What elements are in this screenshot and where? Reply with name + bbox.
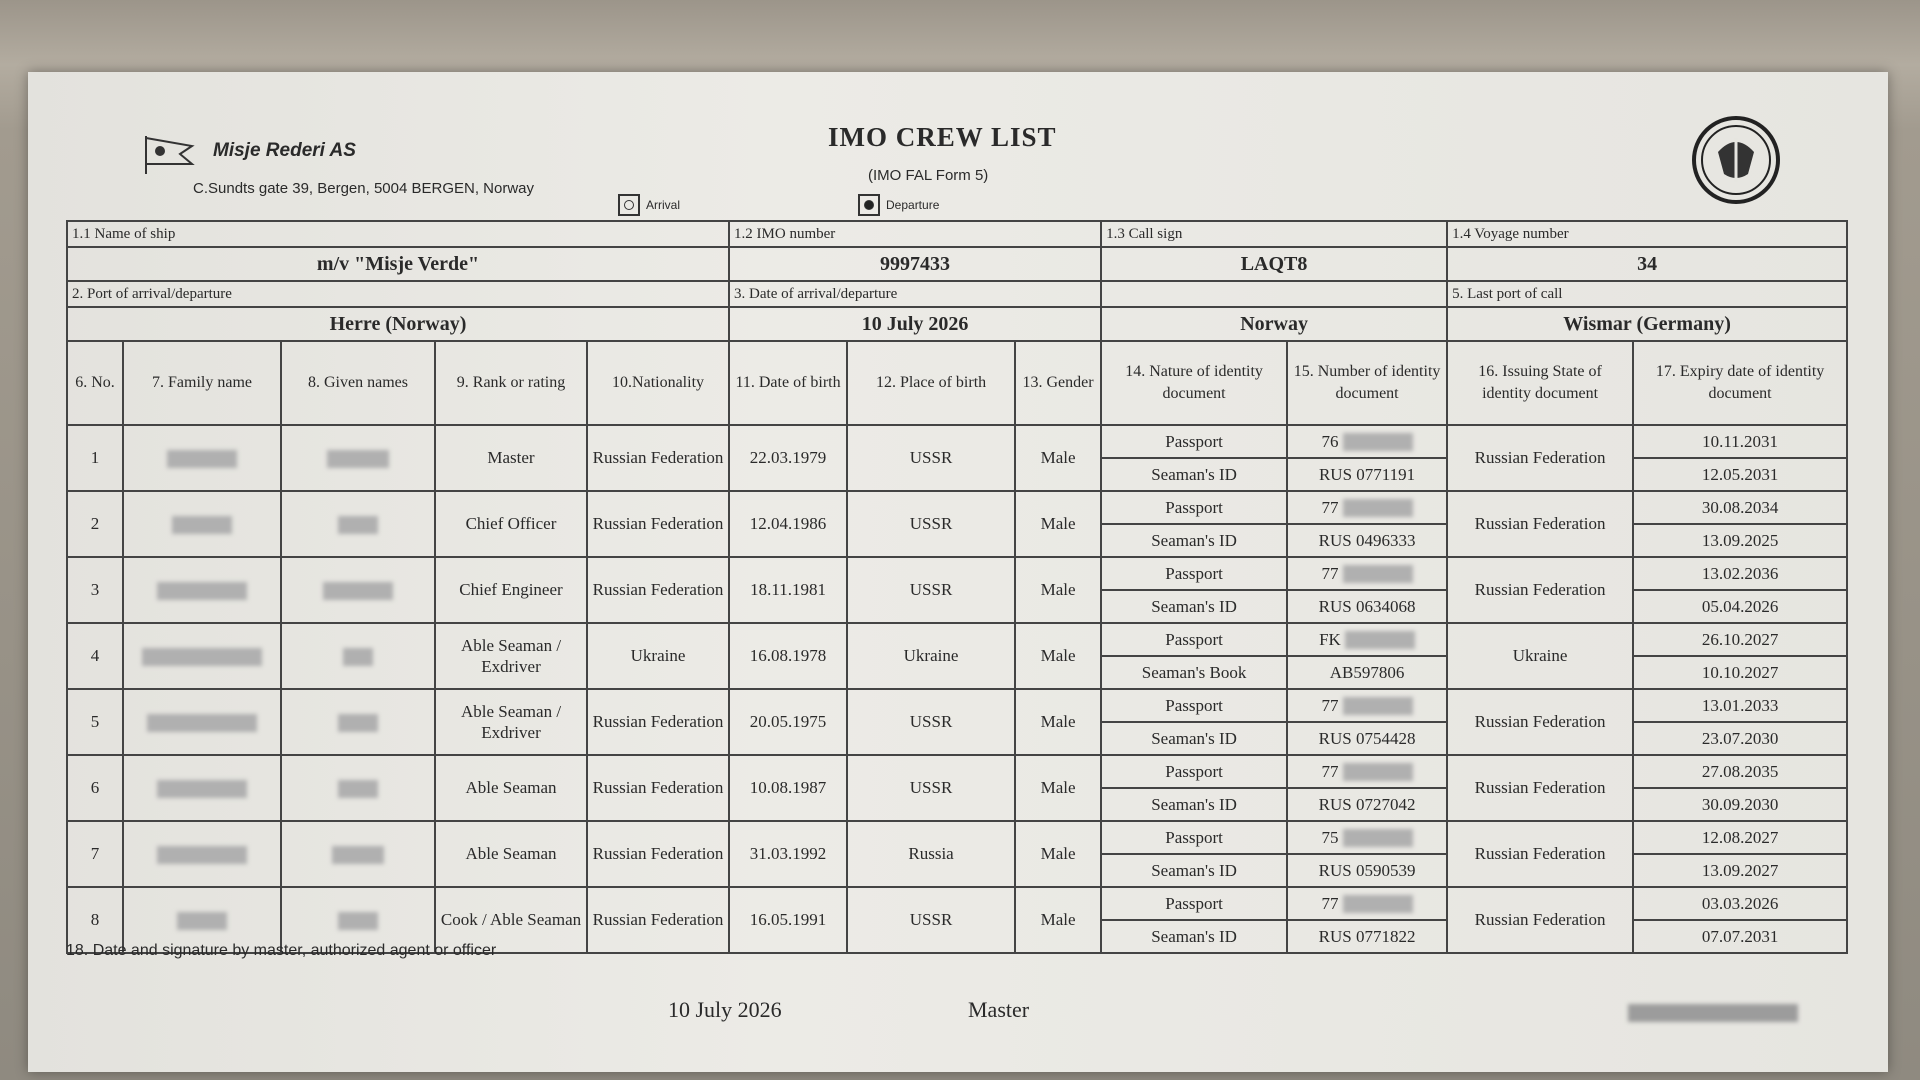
ship-name-value: m/v "Misje Verde": [67, 247, 729, 281]
crew-gender: Male: [1015, 491, 1101, 557]
col-header-issuing-state: 16. Issuing State of identity document: [1447, 341, 1633, 425]
given-names-redacted: [281, 821, 435, 887]
crew-doc1-expiry: 30.08.2034: [1633, 491, 1847, 524]
col-header-no: 6. No.: [67, 341, 123, 425]
crew-doc1-expiry: 12.08.2027: [1633, 821, 1847, 854]
col-header-document-type: 14. Nature of identity document: [1101, 341, 1287, 425]
crew-doc2-type: Seaman's ID: [1101, 458, 1287, 491]
given-names-redacted: [281, 689, 435, 755]
crew-doc1-number: 77: [1287, 689, 1447, 722]
crew-doc2-number: RUS 0771191: [1287, 458, 1447, 491]
crew-place-of-birth: USSR: [847, 557, 1015, 623]
given-names-redacted: [281, 557, 435, 623]
crew-doc2-expiry: 12.05.2031: [1633, 458, 1847, 491]
last-port-label: 5. Last port of call: [1447, 281, 1847, 307]
crew-doc1-expiry: 26.10.2027: [1633, 623, 1847, 656]
crew-doc2-number: RUS 0771822: [1287, 920, 1447, 953]
crew-date-of-birth: 10.08.1987: [729, 755, 847, 821]
crew-doc2-type: Seaman's ID: [1101, 722, 1287, 755]
departure-option[interactable]: [858, 194, 939, 216]
crew-doc1-type: Passport: [1101, 887, 1287, 920]
crew-doc2-type: Seaman's ID: [1101, 854, 1287, 887]
signature-redacted: [1628, 1004, 1798, 1022]
crew-doc1-number: 75: [1287, 821, 1447, 854]
crew-doc1-number: 77: [1287, 887, 1447, 920]
crew-gender: Male: [1015, 623, 1101, 689]
crew-list-document: [28, 72, 1888, 1072]
family-name-redacted: [123, 425, 281, 491]
port-value: Herre (Norway): [67, 307, 729, 341]
crew-doc1-type: Passport: [1101, 623, 1287, 656]
crew-row: [67, 491, 1847, 524]
crew-nationality: Russian Federation: [587, 821, 729, 887]
crew-doc2-expiry: 13.09.2027: [1633, 854, 1847, 887]
crew-doc2-number: RUS 0634068: [1287, 590, 1447, 623]
crew-no: 7: [67, 821, 123, 887]
crew-place-of-birth: USSR: [847, 755, 1015, 821]
crew-doc1-expiry: 27.08.2035: [1633, 755, 1847, 788]
crew-rank: Able Seaman: [435, 755, 587, 821]
crew-doc2-expiry: 07.07.2031: [1633, 920, 1847, 953]
crew-no: 5: [67, 689, 123, 755]
imo-emblem-icon: [1688, 112, 1784, 208]
crew-date-of-birth: 20.05.1975: [729, 689, 847, 755]
family-name-redacted: [123, 557, 281, 623]
flag-state-value: Norway: [1101, 307, 1447, 341]
crew-doc1-number: 77: [1287, 755, 1447, 788]
signature-date: 10 July 2026: [668, 997, 782, 1022]
crew-date-of-birth: 18.11.1981: [729, 557, 847, 623]
crew-no: 3: [67, 557, 123, 623]
crew-nationality: Russian Federation: [587, 755, 729, 821]
departure-checkbox[interactable]: [858, 194, 880, 216]
crew-doc1-expiry: 13.02.2036: [1633, 557, 1847, 590]
crew-no: 4: [67, 623, 123, 689]
crew-rank: Chief Engineer: [435, 557, 587, 623]
crew-date-of-birth: 31.03.1992: [729, 821, 847, 887]
col-header-rank: 9. Rank or rating: [435, 341, 587, 425]
crew-row: [67, 821, 1847, 854]
crew-date-of-birth: 22.03.1979: [729, 425, 847, 491]
col-header-place-of-birth: 12. Place of birth: [847, 341, 1015, 425]
col-header-document-number: 15. Number of identity document: [1287, 341, 1447, 425]
crew-table: [66, 220, 1848, 954]
crew-place-of-birth: USSR: [847, 689, 1015, 755]
crew-nationality: Russian Federation: [587, 887, 729, 953]
crew-place-of-birth: USSR: [847, 491, 1015, 557]
crew-doc2-number: RUS 0727042: [1287, 788, 1447, 821]
voyage-number-label: 1.4 Voyage number: [1447, 221, 1847, 247]
crew-doc1-number: 77: [1287, 491, 1447, 524]
crew-nationality: Russian Federation: [587, 689, 729, 755]
crew-doc2-type: Seaman's ID: [1101, 920, 1287, 953]
date-value: 10 July 2026: [729, 307, 1101, 341]
crew-doc1-type: Passport: [1101, 557, 1287, 590]
crew-row: [67, 887, 1847, 920]
crew-doc2-type: Seaman's ID: [1101, 590, 1287, 623]
given-names-redacted: [281, 755, 435, 821]
crew-gender: Male: [1015, 557, 1101, 623]
crew-gender: Male: [1015, 755, 1101, 821]
crew-doc1-number: FK: [1287, 623, 1447, 656]
crew-doc1-type: Passport: [1101, 821, 1287, 854]
crew-rank: Able Seaman / Exdriver: [435, 689, 587, 755]
col-header-nationality: 10.Nationality: [587, 341, 729, 425]
arrival-checkbox[interactable]: [618, 194, 640, 216]
crew-place-of-birth: Russia: [847, 821, 1015, 887]
crew-gender: Male: [1015, 689, 1101, 755]
crew-place-of-birth: USSR: [847, 425, 1015, 491]
crew-doc2-type: Seaman's Book: [1101, 656, 1287, 689]
family-name-redacted: [123, 491, 281, 557]
crew-doc2-expiry: 13.09.2025: [1633, 524, 1847, 557]
col-header-date-of-birth: 11. Date of birth: [729, 341, 847, 425]
crew-doc2-expiry: 10.10.2027: [1633, 656, 1847, 689]
crew-no: 1: [67, 425, 123, 491]
crew-gender: Male: [1015, 425, 1101, 491]
crew-rank: Able Seaman: [435, 821, 587, 887]
crew-date-of-birth: 12.04.1986: [729, 491, 847, 557]
crew-no: 6: [67, 755, 123, 821]
family-name-redacted: [123, 821, 281, 887]
imo-number-value: 9997433: [729, 247, 1101, 281]
crew-rank: Able Seaman / Exdriver: [435, 623, 587, 689]
crew-doc1-type: Passport: [1101, 491, 1287, 524]
col-header-given-names: 8. Given names: [281, 341, 435, 425]
crew-issuing-state: Russian Federation: [1447, 755, 1633, 821]
crew-row: [67, 557, 1847, 590]
family-name-redacted: [123, 623, 281, 689]
given-names-redacted: [281, 623, 435, 689]
crew-date-of-birth: 16.05.1991: [729, 887, 847, 953]
crew-nationality: Russian Federation: [587, 425, 729, 491]
crew-nationality: Ukraine: [587, 623, 729, 689]
crew-doc2-expiry: 30.09.2030: [1633, 788, 1847, 821]
crew-issuing-state: Russian Federation: [1447, 425, 1633, 491]
crew-row: [67, 689, 1847, 722]
arrival-option[interactable]: [618, 194, 680, 216]
form-title: IMO CREW LIST: [828, 122, 1057, 152]
crew-doc2-expiry: 23.07.2030: [1633, 722, 1847, 755]
crew-issuing-state: Russian Federation: [1447, 491, 1633, 557]
crew-rank: Cook / Able Seaman: [435, 887, 587, 953]
crew-gender: Male: [1015, 887, 1101, 953]
crew-doc2-expiry: 05.04.2026: [1633, 590, 1847, 623]
crew-nationality: Russian Federation: [587, 557, 729, 623]
company-address: C.Sundts gate 39, Bergen, 5004 BERGEN, Norway: [193, 180, 535, 197]
crew-doc2-number: RUS 0590539: [1287, 854, 1447, 887]
imo-number-label: 1.2 IMO number: [729, 221, 1101, 247]
arrival-label: Arrival: [646, 198, 681, 212]
signature-label: 18. Date and signature by master, authorized agent or officer: [66, 942, 497, 959]
signature-rank: Master: [968, 997, 1030, 1022]
flag-label-cell: [1101, 281, 1447, 307]
call-sign-label: 1.3 Call sign: [1101, 221, 1447, 247]
crew-no: 2: [67, 491, 123, 557]
crew-row: [67, 425, 1847, 458]
crew-doc2-number: AB597806: [1287, 656, 1447, 689]
crew-no: 8: [67, 887, 123, 953]
family-name-redacted: [123, 755, 281, 821]
crew-doc2-number: RUS 0754428: [1287, 722, 1447, 755]
family-name-redacted: [123, 689, 281, 755]
crew-issuing-state: Ukraine: [1447, 623, 1633, 689]
company-flag-icon: [140, 134, 196, 176]
crew-date-of-birth: 16.08.1978: [729, 623, 847, 689]
crew-nationality: Russian Federation: [587, 491, 729, 557]
crew-doc1-type: Passport: [1101, 755, 1287, 788]
col-header-gender: 13. Gender: [1015, 341, 1101, 425]
crew-rank: Master: [435, 425, 587, 491]
crew-place-of-birth: USSR: [847, 887, 1015, 953]
crew-issuing-state: Russian Federation: [1447, 689, 1633, 755]
crew-place-of-birth: Ukraine: [847, 623, 1015, 689]
last-port-value: Wismar (Germany): [1447, 307, 1847, 341]
crew-issuing-state: Russian Federation: [1447, 557, 1633, 623]
crew-doc1-type: Passport: [1101, 425, 1287, 458]
crew-doc1-expiry: 03.03.2026: [1633, 887, 1847, 920]
crew-rank: Chief Officer: [435, 491, 587, 557]
crew-gender: Male: [1015, 821, 1101, 887]
crew-issuing-state: Russian Federation: [1447, 821, 1633, 887]
company-name: Misje Rederi AS: [213, 140, 356, 161]
voyage-number-value: 34: [1447, 247, 1847, 281]
ship-name-label: 1.1 Name of ship: [67, 221, 729, 247]
col-header-expiry-date: 17. Expiry date of identity document: [1633, 341, 1847, 425]
crew-doc1-number: 76: [1287, 425, 1447, 458]
departure-label: Departure: [886, 198, 940, 212]
crew-row: [67, 623, 1847, 656]
call-sign-value: LAQT8: [1101, 247, 1447, 281]
crew-doc1-type: Passport: [1101, 689, 1287, 722]
form-subtitle: (IMO FAL Form 5): [868, 167, 989, 184]
crew-doc1-expiry: 13.01.2033: [1633, 689, 1847, 722]
crew-issuing-state: Russian Federation: [1447, 887, 1633, 953]
crew-row: [67, 755, 1847, 788]
crew-doc2-type: Seaman's ID: [1101, 788, 1287, 821]
col-header-family-name: 7. Family name: [123, 341, 281, 425]
date-label: 3. Date of arrival/departure: [729, 281, 1101, 307]
given-names-redacted: [281, 425, 435, 491]
port-label: 2. Port of arrival/departure: [67, 281, 729, 307]
crew-doc1-number: 77: [1287, 557, 1447, 590]
crew-doc2-number: RUS 0496333: [1287, 524, 1447, 557]
given-names-redacted: [281, 491, 435, 557]
crew-doc1-expiry: 10.11.2031: [1633, 425, 1847, 458]
crew-doc2-type: Seaman's ID: [1101, 524, 1287, 557]
